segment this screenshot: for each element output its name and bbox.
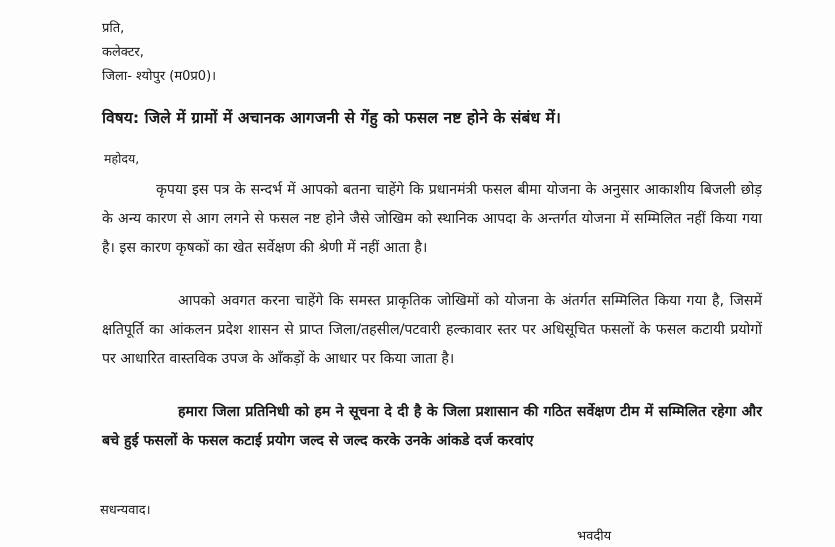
recipient-line: कलेक्टर, bbox=[102, 45, 144, 60]
to-line: प्रति, bbox=[102, 21, 125, 36]
salutation: महोदय, bbox=[104, 151, 140, 166]
paragraph-3-text: हमारा जिला प्रतिनिधी को हम ने सूचना दे दी है के जिला प्रशासान की गठित सर्वेक्षण टीम में सम्मिलित रहेगा और बचे हुई फसलों के फसल कटाई प्रयोग जल्द से जल्द करके उनके आंकडे दर्ज करवांए bbox=[102, 404, 762, 449]
district-line: जिला- श्योपुर (म0प्र0)। bbox=[102, 69, 217, 84]
paragraph-2 bbox=[102, 287, 762, 374]
paragraph-2-text: आपको अवगत करना चाहेंगे कि समस्त प्राकृतिक जोखिमों को योजना के अंतर्गत सम्मिलित किया गया है, जिसमें क्षतिपूर्ति का आंकलन प्रदेश शासन से प्राप्त जिला/तहसील/पटवारी हल्कावार स्तर पर अधिसूचित फसलों के फसल कटायी प्रयोगों पर आधारित वास्तविक उपज के आँकड़ों के आधार पर किया जाता है। bbox=[102, 293, 762, 367]
paragraph-1 bbox=[102, 176, 762, 263]
paragraph-3 bbox=[102, 398, 762, 456]
signoff: भवदीय bbox=[577, 529, 612, 544]
subject-line: विषय: जिले में ग्रामों में अचानक आगजनी से गेंहु को फसल नष्ट होने के संबंध में। bbox=[102, 109, 561, 127]
closing: सधन्यवाद। bbox=[100, 503, 151, 518]
paragraph-1-text: कृपया इस पत्र के सन्दर्भ में आपको बतना चाहेंगे कि प्रधानमंत्री फसल बीमा योजना के अनुसार आकाशीय बिजली छोड़ के अन्य कारण से आग लगने से फसल नष्ट होने जैसे जोखिम को स्थानिक आपदा के अन्तर्गत योजना में सम्मिलित नहीं किया गया है। इस कारण कृषकों का खेत सर्वेक्षण की श्रेणी में नहीं आता है। bbox=[102, 182, 762, 256]
